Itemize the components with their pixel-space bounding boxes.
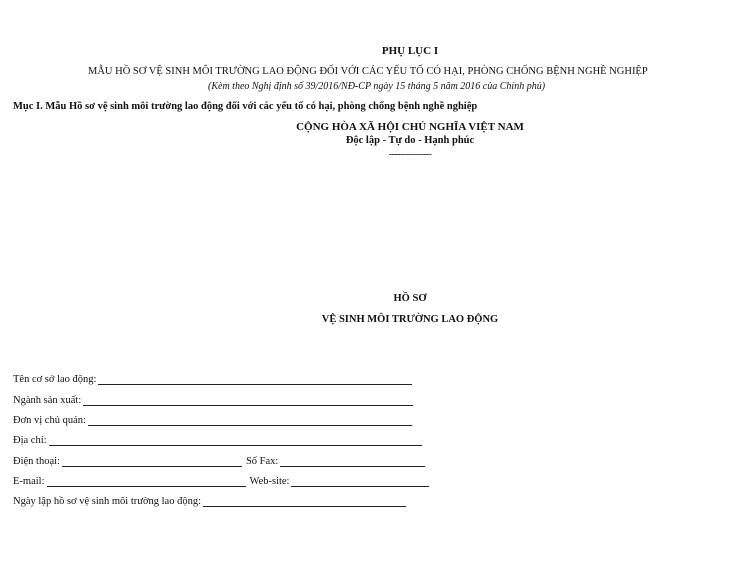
field-date-created-label: Ngày lập hồ sơ vệ sinh môi trường lao động: (13, 496, 201, 507)
appendix-title: PHỤ LỤC I (381, 45, 439, 57)
field-fax-label: Số Fax: (245, 456, 279, 467)
field-industry (13, 395, 413, 406)
field-facility-name-label: Tên cơ sở lao động: (13, 374, 97, 385)
field-address (13, 435, 422, 446)
field-email-line[interactable] (47, 476, 246, 487)
field-phone-fax (13, 456, 425, 467)
national-country: CỘNG HÒA XÃ HỘI CHỦ NGHĨA VIỆT NAM (296, 121, 524, 133)
field-industry-label: Ngành sản xuất: (13, 395, 82, 406)
field-facility-name (13, 374, 412, 385)
section-heading: Mục I. Mẫu Hồ sơ vệ sinh môi trường lao động đối với các yếu tố có hại, phòng chống bệnh nghề nghiệp (13, 101, 478, 112)
field-website-label: Web-site: (249, 476, 290, 487)
field-phone-line[interactable] (62, 456, 242, 467)
cover-title-line2: VỆ SINH MÔI TRƯỜNG LAO ĐỘNG (321, 314, 499, 325)
field-date-created (13, 496, 406, 507)
field-address-label: Địa chỉ: (13, 435, 47, 446)
field-address-line[interactable] (49, 435, 422, 446)
national-motto: Độc lập - Tự do - Hạnh phúc (345, 135, 475, 146)
field-managing-unit (13, 415, 412, 426)
field-email-website (13, 476, 429, 487)
field-fax-line[interactable] (280, 456, 425, 467)
field-managing-unit-label: Đơn vị chủ quản: (13, 415, 86, 426)
field-phone-label: Điện thoại: (13, 456, 60, 467)
national-divider: --------------- (388, 149, 432, 160)
appendix-subtitle: MẪU HỒ SƠ VỆ SINH MÔI TRƯỜNG LAO ĐỘNG ĐỐI VỚI CÁC YẾU TỐ CÓ HẠI, PHÒNG CHỐNG BỆNH NGHỀ NGHIỆP (88, 66, 648, 77)
appendix-note: (Kèm theo Nghị định số 39/2016/NĐ-CP ngày 15 tháng 5 năm 2016 của Chính phủ) (208, 81, 546, 92)
field-website-line[interactable] (291, 476, 429, 487)
cover-title-line1: HỒ SƠ (393, 293, 427, 304)
field-date-created-line[interactable] (203, 496, 406, 507)
field-email-label: E-mail: (13, 476, 45, 487)
field-industry-line[interactable] (83, 395, 413, 406)
field-facility-name-line[interactable] (98, 374, 412, 385)
field-managing-unit-line[interactable] (88, 415, 412, 426)
